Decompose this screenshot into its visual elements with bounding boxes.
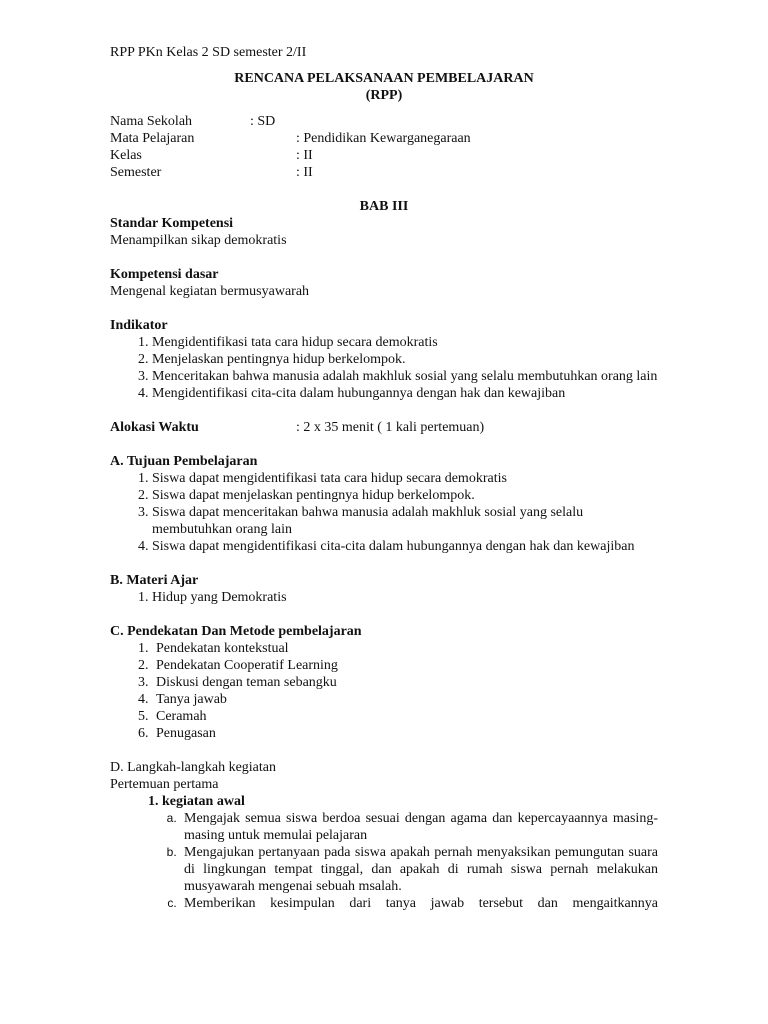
list-item: c. Memberikan kesimpulan dari tanya jawab tersebut dan mengaitkannya: [180, 895, 658, 912]
standar-heading: Standar Kompetensi: [110, 216, 234, 231]
list-item: a. Mengajak semua siswa berdoa sesuai dengan agama dan kepercayaannya masing-masing untuk memulai pelajaran: [180, 810, 658, 844]
pertemuan-label: Pertemuan pertama: [110, 777, 219, 792]
materi-list: [110, 589, 658, 606]
list-item: 1. Siswa dapat mengidentifikasi tata cara hidup secara demokratis: [152, 470, 658, 487]
list-item: 6. Penugasan: [152, 725, 658, 742]
kompetensi-text: Mengenal kegiatan bermusyawarah: [110, 284, 310, 299]
tujuan-heading: A. Tujuan Pembelajaran: [110, 454, 258, 469]
identity-row-semester: [110, 164, 658, 181]
standar-text: Menampilkan sikap demokratis: [110, 233, 287, 248]
chapter-heading: BAB III: [359, 199, 409, 214]
running-header: RPP PKn Kelas 2 SD semester 2/II: [110, 45, 307, 60]
pendekatan-heading: C. Pendekatan Dan Metode pembelajaran: [110, 624, 362, 639]
identity-row-subject: [110, 130, 658, 147]
identity-row-class: [110, 147, 658, 164]
kompetensi-heading: Kompetensi dasar: [110, 267, 219, 282]
list-item: 1. Pendekatan kontekstual: [152, 640, 658, 657]
kegiatan-awal-heading: 1. kegiatan awal: [148, 794, 245, 809]
list-item: 3. Siswa dapat menceritakan bahwa manusia adalah makhluk sosial yang selalu membutuhkan orang lain: [152, 504, 658, 538]
identity-label: Nama Sekolah: [110, 114, 193, 129]
identity-label: Mata Pelajaran: [110, 131, 195, 146]
indikator-heading: Indikator: [110, 318, 168, 333]
alokasi-label: Alokasi Waktu: [110, 420, 199, 435]
list-item: 3. Menceritakan bahwa manusia adalah makhluk sosial yang selalu membutuhkan orang lain: [152, 368, 658, 385]
identity-row-school: [110, 113, 658, 130]
identity-value: : II: [296, 148, 313, 163]
identity-value: : SD: [250, 114, 276, 129]
identity-label: Semester: [110, 165, 162, 180]
alokasi-value: : 2 x 35 menit ( 1 kali pertemuan): [296, 420, 485, 435]
tujuan-list: [110, 470, 658, 555]
pendekatan-list: [110, 640, 658, 742]
list-item: 1. Hidup yang Demokratis: [152, 589, 658, 606]
indikator-list: [110, 334, 658, 402]
list-item: 1. Mengidentifikasi tata cara hidup secara demokratis: [152, 334, 658, 351]
identity-label: Kelas: [110, 148, 142, 163]
document-page: [110, 44, 658, 912]
identity-block: [110, 113, 658, 181]
materi-heading: B. Materi Ajar: [110, 573, 199, 588]
list-item: 5. Ceramah: [152, 708, 658, 725]
list-item: 4. Tanya jawab: [152, 691, 658, 708]
list-item: 3. Diskusi dengan teman sebangku: [152, 674, 658, 691]
identity-value: : Pendidikan Kewarganegaraan: [296, 131, 471, 146]
identity-value: : II: [296, 165, 313, 180]
document-subtitle: (RPP): [365, 88, 403, 103]
list-item: b. Mengajukan pertanyaan pada siswa apakah pernah menyaksikan pemungutan suara di lingkungan tempat tinggal, dan apakah di rumah siswa pernah melakukan musyawarah mengenai sebuah msalah.: [180, 844, 658, 895]
alokasi-row: [110, 419, 658, 436]
list-item: 2. Pendekatan Cooperatif Learning: [152, 657, 658, 674]
list-item: 2. Siswa dapat menjelaskan pentingnya hidup berkelompok.: [152, 487, 658, 504]
list-item: 4. Mengidentifikasi cita-cita dalam hubungannya dengan hak dan kewajiban: [152, 385, 658, 402]
document-title: RENCANA PELAKSANAAN PEMBELAJARAN: [234, 71, 534, 86]
kegiatan-awal-list: [110, 810, 658, 912]
list-item: 2. Menjelaskan pentingnya hidup berkelompok.: [152, 351, 658, 368]
list-item: 4. Siswa dapat mengidentifikasi cita-cita dalam hubungannya dengan hak dan kewajiban: [152, 538, 658, 555]
langkah-heading: D. Langkah-langkah kegiatan: [110, 760, 276, 775]
